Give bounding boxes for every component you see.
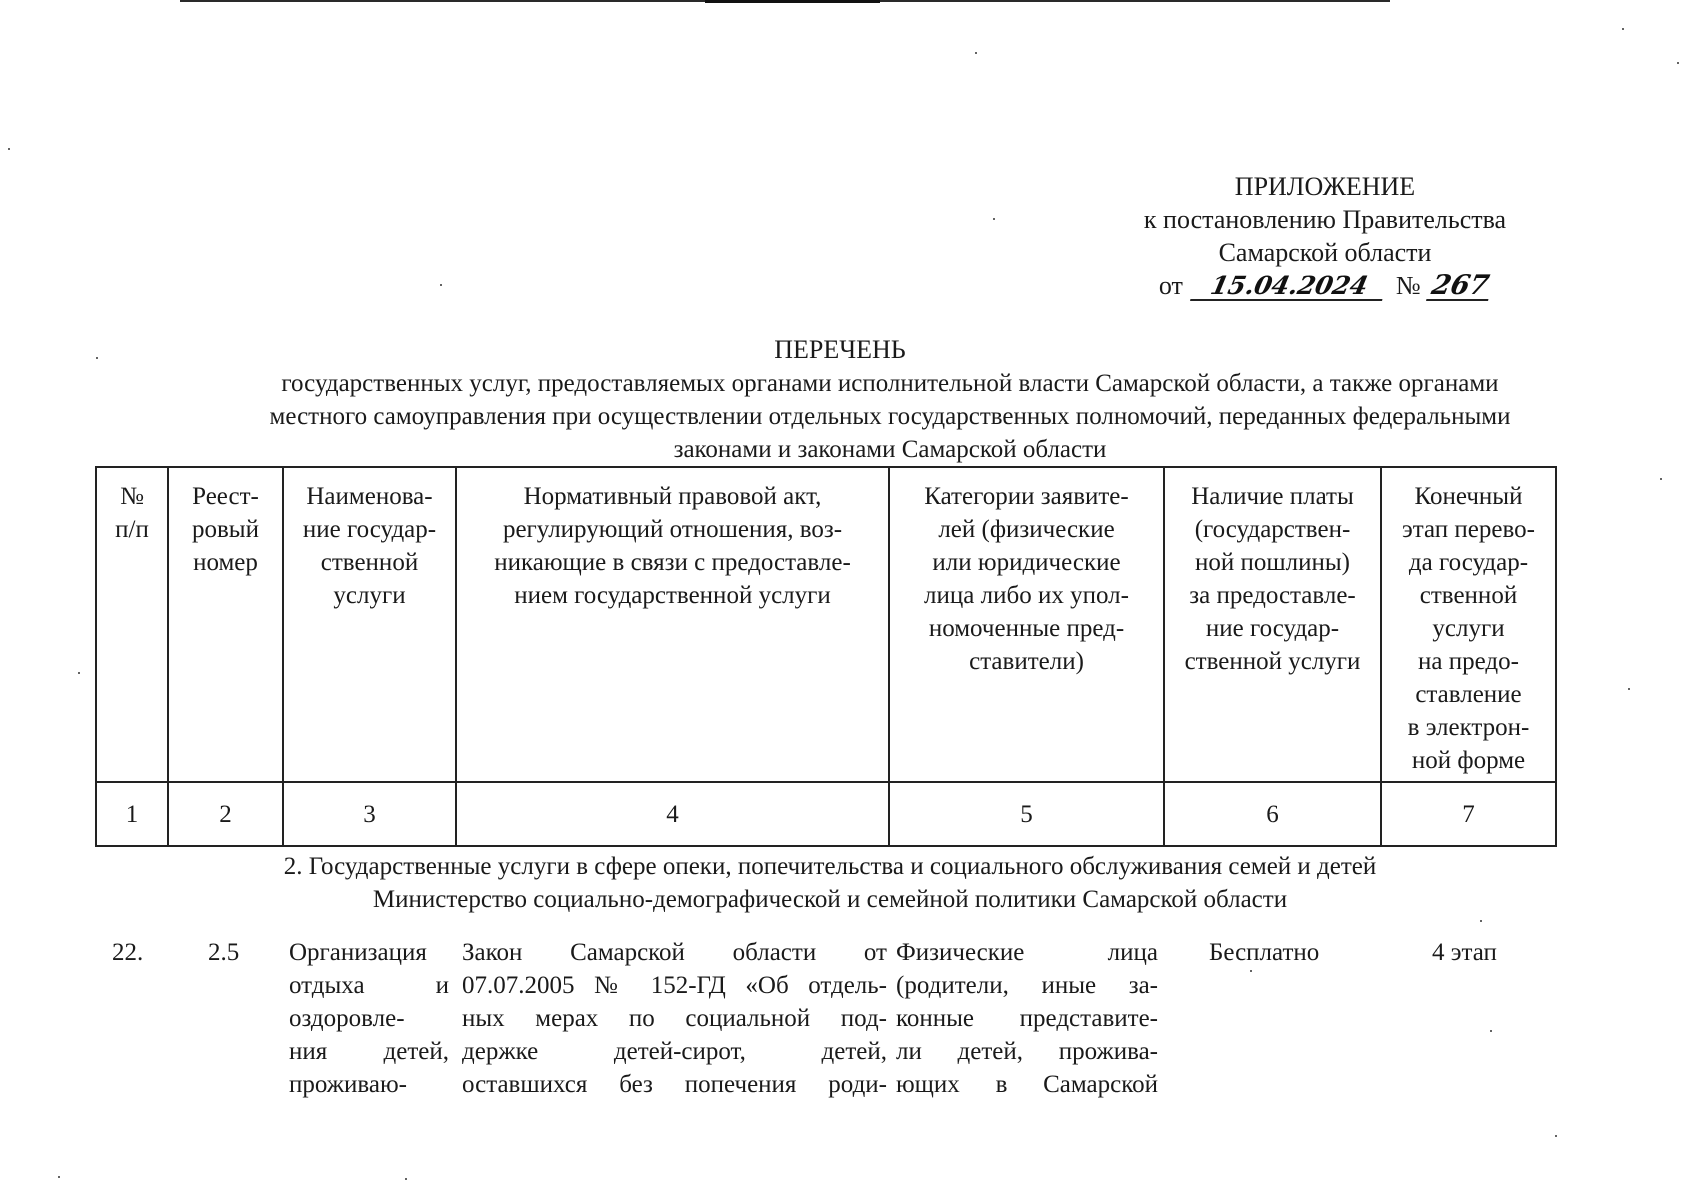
row-cell-line: держке детей-сирот, детей,	[462, 1038, 887, 1065]
header-cell-line: лей (физические	[938, 516, 1115, 543]
header-cell	[283, 467, 456, 782]
header-cell-line: лица либо их упол-	[924, 582, 1129, 609]
scan-speck	[993, 218, 995, 220]
header-cell-line: Нормативный правовой акт,	[523, 483, 822, 510]
scan-speck	[1628, 688, 1630, 690]
column-number-row	[96, 782, 1556, 846]
row-cell-line: 07.07.2005 № 152-ГД «Об отдель-	[462, 972, 887, 999]
approval-from-label: от	[1158, 271, 1183, 300]
row-service-name	[289, 936, 449, 1101]
scan-speck	[1660, 478, 1662, 480]
approval-sign-row	[1090, 269, 1560, 302]
row-cell-line: Организация	[289, 939, 427, 966]
column-number: 2	[168, 782, 283, 846]
approval-line-1: к постановлению Правительства	[1143, 205, 1507, 234]
header-cell-line: ставители)	[969, 648, 1084, 675]
approval-title: ПРИЛОЖЕНИЕ	[1234, 172, 1416, 201]
row-cell-line: (родители, иные за-	[896, 972, 1158, 999]
header-cell-line: номер	[193, 549, 258, 576]
header-cell-line: за предоставле-	[1189, 582, 1356, 609]
row-cell-line: ли детей, прожива-	[896, 1038, 1158, 1065]
header-cell-line: номоченные пред-	[928, 615, 1125, 642]
header-cell-line: ственной	[320, 549, 419, 576]
header-cell-line: ственной	[1419, 582, 1518, 609]
document-title: ПЕРЕЧЕНЬ	[774, 335, 906, 364]
approval-line-2: Самарской области	[1218, 238, 1432, 267]
scan-speck	[58, 1176, 60, 1178]
header-cell-line: или юридические	[932, 549, 1121, 576]
scan-speck	[1250, 970, 1252, 972]
subtitle-line-1: государственных услуг, предоставляемых органами исполнительной власти Самарской области, а также органами	[281, 370, 1499, 397]
handwritten-date: 15.04.2024	[1190, 273, 1388, 301]
header-cell-line: этап перево-	[1402, 516, 1535, 543]
row-stage: 4 этап	[1432, 939, 1497, 966]
handwritten-number: 267	[1426, 273, 1494, 301]
header-cell-line: да государ-	[1408, 549, 1529, 576]
row-legal-act	[462, 936, 887, 1101]
header-cell-line: нием государственной услуги	[514, 582, 831, 609]
row-cell-line: ния детей,	[289, 1038, 449, 1065]
column-number: 1	[96, 782, 168, 846]
header-cell-line: ние государ-	[1205, 615, 1340, 642]
row-registry-number: 2.5	[208, 939, 240, 966]
scan-speck	[1480, 920, 1482, 922]
header-cell-line: п/п	[115, 516, 149, 543]
document-subtitle	[110, 367, 1670, 466]
header-cell-line: услуги	[1432, 615, 1505, 642]
section-line-2: Министерство социально-демографической и семейной политики Самарской области	[372, 886, 1288, 913]
top-border-mark	[705, 0, 880, 3]
header-cell-line: ставление	[1415, 681, 1522, 708]
approval-number-label: №	[1395, 271, 1421, 300]
header-cell-line: Наличие платы	[1191, 483, 1354, 510]
services-header-table	[95, 466, 1557, 847]
section-line-1: 2. Государственные услуги в сфере опеки, попечительства и социального обслуживания семей и детей	[283, 853, 1377, 880]
row-cell-line: конные представите-	[896, 1005, 1158, 1032]
scan-speck	[8, 148, 10, 150]
scan-speck	[1555, 1135, 1557, 1137]
header-cell	[1381, 467, 1556, 782]
row-number: 22.	[112, 939, 144, 966]
header-cell-line: ной форме	[1411, 747, 1526, 774]
header-cell-line: Конечный	[1414, 483, 1523, 510]
column-number: 6	[1164, 782, 1381, 846]
row-cell-line: Закон Самарской области от	[462, 939, 887, 966]
column-number: 3	[283, 782, 456, 846]
header-cell-line: никающие в связи с предоставле-	[494, 549, 851, 576]
approval-block	[1090, 170, 1560, 302]
header-cell-line: ной пошлины)	[1195, 549, 1350, 576]
row-cell-line: ющих в Самарской	[896, 1071, 1158, 1098]
row-cell-line: отдыха и	[289, 972, 449, 999]
header-cell	[168, 467, 283, 782]
header-cell-line: регулирующий отношения, воз-	[502, 516, 843, 543]
header-cell-line: ние государ-	[302, 516, 437, 543]
row-cell-line: Физические лица	[896, 939, 1158, 966]
row-fee: Бесплатно	[1209, 939, 1320, 966]
header-cell-line: на предо-	[1418, 648, 1519, 675]
row-cell-line: ных мерах по социальной под-	[462, 1005, 887, 1032]
scan-speck	[975, 52, 977, 54]
subtitle-line-3: законами и законами Самарской области	[673, 436, 1107, 463]
column-number: 5	[889, 782, 1164, 846]
header-cell	[889, 467, 1164, 782]
scan-speck	[78, 672, 80, 674]
header-cell	[96, 467, 168, 782]
header-cell-line: №	[120, 483, 144, 510]
row-cell-line: оздоровле-	[289, 1005, 405, 1032]
header-cell-line: в электрон-	[1407, 714, 1530, 741]
header-cell-line: (государствен-	[1194, 516, 1351, 543]
row-cell-line: оставшихся без попечения роди-	[462, 1071, 887, 1098]
column-number: 4	[456, 782, 889, 846]
header-row	[96, 467, 1556, 782]
row-cell-line: проживаю-	[289, 1071, 407, 1098]
column-number: 7	[1381, 782, 1556, 846]
header-cell-line: Реест-	[192, 483, 259, 510]
scan-speck	[1677, 62, 1679, 64]
row-applicants	[896, 936, 1158, 1101]
section-heading	[100, 850, 1560, 916]
scan-speck	[1490, 1030, 1492, 1032]
header-cell-line: услуги	[333, 582, 406, 609]
header-cell	[456, 467, 889, 782]
header-cell-line: ровый	[192, 516, 259, 543]
scan-speck	[1622, 28, 1624, 30]
subtitle-line-2: местного самоуправления при осуществлении отдельных государственных полномочий, переданных федеральными	[269, 403, 1511, 430]
header-cell-line: Категории заявите-	[924, 483, 1129, 510]
header-cell-line: Наименова-	[306, 483, 433, 510]
header-cell-line: ственной услуги	[1184, 648, 1361, 675]
header-cell	[1164, 467, 1381, 782]
scan-speck	[440, 284, 442, 286]
scan-speck	[405, 1178, 407, 1180]
